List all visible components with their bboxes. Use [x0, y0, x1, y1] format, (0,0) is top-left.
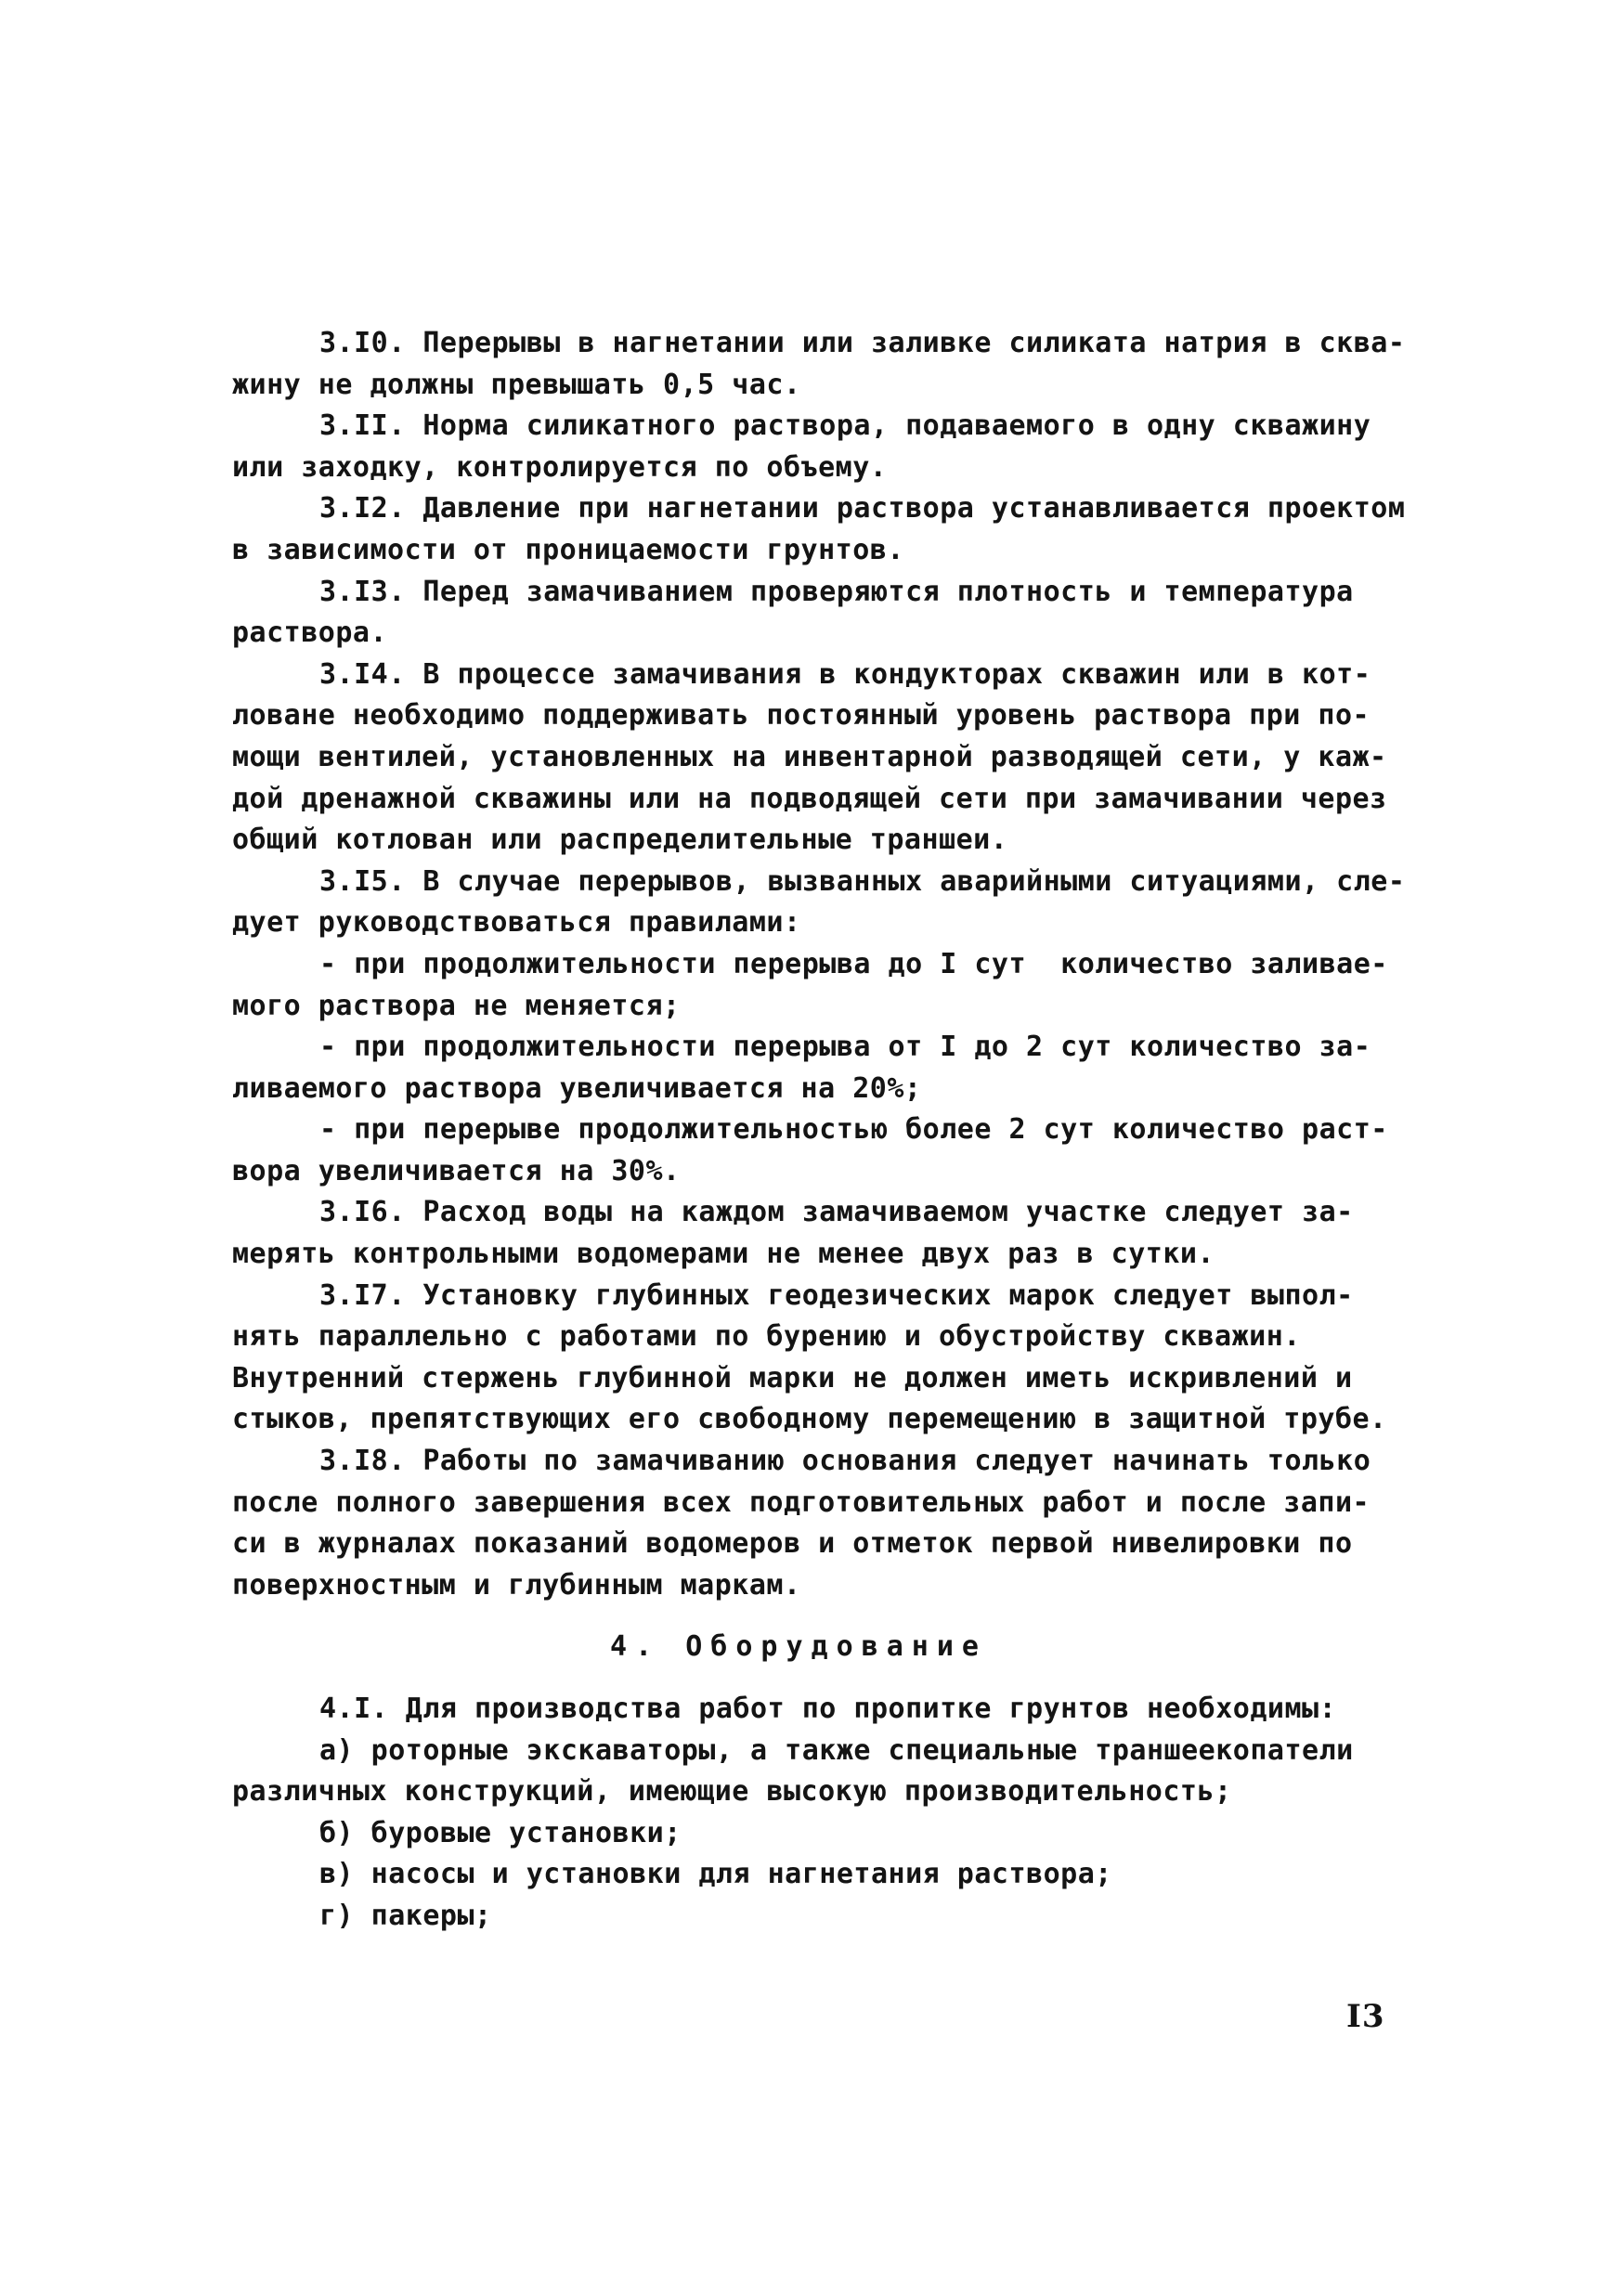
paragraph-3-15-line-2: дует руководствоваться правилами:	[232, 906, 801, 940]
list-item-3-15-c-line-2: вора увеличивается на 30%.	[232, 1154, 681, 1187]
section-spacer-top	[232, 1606, 1402, 1627]
paragraph-3-18-line-3: си в журналах показаний водомеров и отметок первой нивелировки по	[232, 1527, 1353, 1561]
paragraph-3-17-line-4: стыков, препятствующих его свободному перемещению в защитной трубе.	[232, 1403, 1387, 1436]
paragraph-3-12-line-1: 3.I2. Давление при нагнетании раствора устанавливается проектом	[319, 492, 1406, 525]
paragraph-3-18-line-4: поверхностным и глубинным маркам.	[232, 1568, 801, 1602]
list-item-3-15-c-line-1: - при перерыве продолжительностью более 2 сут количество раст-	[319, 1113, 1388, 1147]
paragraph-3-14-line-2: ловане необходимо поддерживать постоянный уровень раствора при по-	[232, 699, 1371, 733]
list-item-4-1-d: г) пакеры;	[319, 1899, 492, 1932]
page-number: I3	[1346, 1998, 1385, 2035]
list-item-4-1-a-line-2: различных конструкций, имеющие высокую производительность;	[232, 1775, 1232, 1809]
paragraph-3-17-line-3: Внутренний стержень глубинной марки не должен иметь искривлений и	[232, 1361, 1353, 1394]
paragraph-3-14-line-4: дой дренажной скважины или на подводящей сети при замачивании через	[232, 782, 1387, 815]
paragraph-4-1-line-1: 4.I. Для производства работ по пропитке грунтов необходимы:	[319, 1693, 1337, 1725]
paragraph-3-11-line-2: или заходку, контролируется по объему.	[232, 450, 888, 484]
paragraph-3-14-line-3: мощи вентилей, установленных на инвентарной разводящей сети, у каж-	[232, 740, 1387, 773]
list-item-4-1-a-line-1: а) роторные экскаваторы, а также специальные траншеекопатели	[319, 1733, 1354, 1767]
list-item-4-1-b: б) буровые установки;	[319, 1816, 682, 1849]
section-spacer-bottom	[232, 1668, 1402, 1689]
list-item-4-1-c: в) насосы и установки для нагнетания раствора;	[319, 1858, 1112, 1891]
list-item-3-15-b-line-2: ливаемого раствора увеличивается на 20%;	[232, 1071, 922, 1105]
list-item-3-15-b-line-1: - при продолжительности перерыва от I до 2 сут количество за-	[319, 1031, 1371, 1064]
paragraph-3-14-line-1: 3.I4. В процессе замачивания в кондукторах скважин или в кот-	[319, 657, 1371, 691]
page-body	[232, 323, 1406, 1938]
list-item-3-15-a-line-1: - при продолжительности перерыва до I сут количество заливае-	[319, 947, 1388, 980]
paragraph-3-14-line-5: общий котлован или распределительные траншеи.	[232, 824, 1008, 857]
section-heading: 4. Оборудование	[610, 1630, 987, 1664]
paragraph-3-17-line-2: нять параллельно с работами по бурению и обустройству скважин.	[232, 1320, 1301, 1354]
paragraph-3-18-line-2: после полного завершения всех подготовительных работ и после запи-	[232, 1485, 1371, 1519]
paragraph-3-11-line-1: 3.II. Норма силикатного раствора, подаваемого в одну скважину	[319, 409, 1371, 443]
paragraph-3-13-line-2: раствора.	[232, 616, 388, 650]
list-item-3-15-a-line-2: мого раствора не меняется;	[232, 989, 681, 1022]
paragraph-3-18-line-1: 3.I8. Работы по замачиванию основания следует начинать только	[319, 1445, 1371, 1478]
paragraph-3-17-line-1: 3.I7. Установку глубинных геодезических марок следует выпол-	[319, 1278, 1354, 1312]
paragraph-3-15-line-1: 3.I5. В случае перерывов, вызванных аварийными ситуациями, сле-	[319, 864, 1406, 898]
paragraph-3-10-line-1: 3.I0. Перерывы в нагнетании или заливке силиката натрия в сква-	[319, 327, 1406, 359]
paragraph-3-16-line-2: мерять контрольными водомерами не менее двух раз в сутки.	[232, 1238, 1215, 1271]
paragraph-3-10-line-2: жину не должны превышать 0,5 час.	[232, 368, 801, 401]
paragraph-3-16-line-1: 3.I6. Расход воды на каждом замачиваемом участке следует за-	[319, 1196, 1354, 1229]
paragraph-3-12-line-2: в зависимости от проницаемости грунтов.	[232, 533, 904, 566]
paragraph-3-13-line-1: 3.I3. Перед замачиванием проверяются плотность и температура	[319, 575, 1354, 608]
